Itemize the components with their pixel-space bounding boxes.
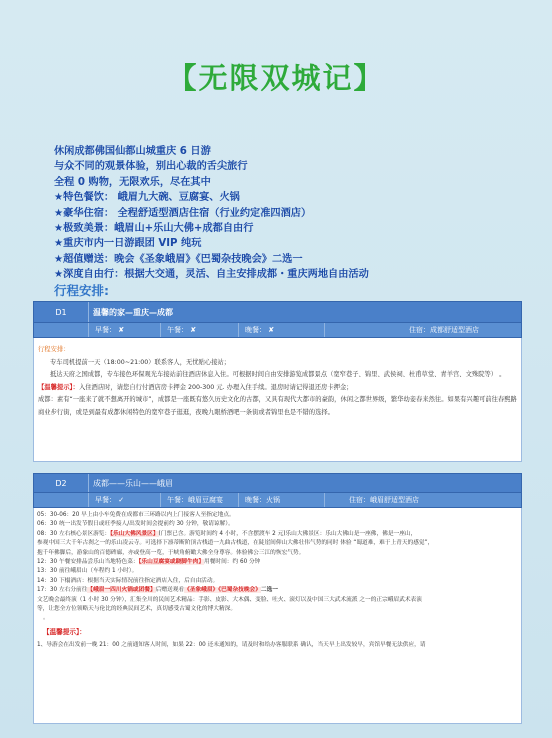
intro-line: ★极致美景：峨眉山+乐山大佛+成都自由行 — [54, 223, 254, 235]
day-route: 成都——乐山——峨眉 — [93, 479, 173, 488]
day2-meals — [33, 493, 522, 508]
breakfast: 早餐： ✓ — [89, 493, 161, 507]
day1-paragraph: 专车司机提前一天（18:00~21:00）联系客人，无忧贴心接站； — [50, 358, 231, 366]
day1-paragraph: 抵达天府之国成都，专车接色环保观光车接站前往酒店休息入住。可根据时间自由安排游览成都景点（宽窄巷子、锦里、武侯祠、杜甫草堂、青羊宫、文殊院等） 。 — [50, 371, 506, 379]
intro-line: 与众不同的观景体验，别出心裁的舌尖旅行 — [54, 161, 248, 173]
lunch: 午餐： ✘ — [161, 323, 239, 337]
day2-line: 文艺晚会最终演（1 小时 30 分钟），汇集全川的民间艺术精品：手影、皮影、大木偶、变脸、吐火、滚灯以及中国三大武术流派 之一的正宗峨眉武术表演 — [37, 596, 422, 603]
schedule-label: 行程安排： — [38, 346, 70, 353]
itinerary-heading: 行程安排: — [54, 283, 109, 298]
day1-meals — [33, 323, 522, 338]
intro-line: ★超值赠送：晚会《圣象峨眉》《巴蜀杂技晚会》二选一 — [54, 253, 303, 265]
intro-line: ★深度自由行：根据大交通，灵活、自主安排成都・重庆两地自由活动 — [54, 269, 369, 281]
hotel: 住宿：峨眉舒适型酒店 — [349, 496, 419, 504]
day1-block — [33, 301, 522, 462]
day2-line: 13：30 前往峨眉山（车程约 1 小时）。 — [37, 568, 138, 575]
scenic-spot: 【乐山大佛风景区】 — [110, 530, 159, 537]
day2-tip — [37, 628, 518, 638]
breakfast: 早餐： ✘ — [89, 323, 161, 337]
dinner: 晚餐： ✘ — [239, 323, 325, 337]
intro-line: 全程 0 购物，无限欢乐，尽在其中 — [54, 176, 211, 188]
day2-line: 17：30 左右分前往【峨眉一四川火锅或团餐】后赠送观看《圣象峨眉》《巴蜀杂技晚会》二选一 — [37, 587, 278, 594]
day2-line: 08：30 左右核心景区游览：【乐山大佛风景区】(门票已含。游览时间约 4 小时，不含摆渡车 2 元)乐山大佛景区：乐山大佛山是一座佛，佛是一座山， — [37, 530, 417, 537]
day2-line: 参观中国三大千年古刹之一的乐山凌云寺。可选择下凛蒂断阶顶古栈道一九曲古栈道，在陡崖间仰山大佛壮伟气势的同时 体验 “蜀道难，难于上青天的感觉”， — [37, 540, 434, 547]
intro-line: ★特色餐饮： 峨眉九大碗、豆腐宴、火锅 — [54, 192, 240, 204]
day2-line: 1、导游会在出发前一晚 21：00 之前通知客人时间，如果 22：00 还未通知的，请及时和给办客服联系 确认，当天早上出发较早，宾馆早餐无法供应，请 — [37, 642, 426, 649]
day2-details — [33, 508, 522, 724]
show-highlight: 《圣象峨眉》 — [184, 587, 219, 594]
day2-line: 等，让您全方位领略天与伦比的经典民间艺术，真切感受古蜀文化的博大精深。 — [37, 606, 237, 613]
dinner-highlight: 【峨眉一四川火锅或团餐】 — [87, 587, 156, 594]
day1-paragraph: 成都：素有“一座来了就不想离开的城市”，成都是一座既有悠久历史文化的古都，又具有现代大都市的豪韵，休闲之都世界级，繁华幼妾春来然往。如果有兴趣可前往春熙路商业步行街，或是到最有成都休闲特色的宽窄巷子逛逛，夜晚九眼桥酒吧一条街或者锦里也是不错的选择。 — [38, 396, 517, 416]
day2-line: 14：30 下榻酒店：根据当天实际情况前往指定酒店入住，后自由活动。 — [37, 577, 219, 584]
day2-header — [33, 473, 522, 493]
day-number: D2 — [34, 474, 89, 492]
meal-highlight: 【乐山豆腐宴或跷脚牛肉】 — [138, 559, 205, 566]
day2-line: 06：30 统一出发节假日或旺季接人/出发时间会提前约 30 分钟，敬请谅解）。 — [37, 521, 234, 528]
day1-details — [33, 338, 522, 462]
intro-line: ★重庆市内一日游跟团 VIP 纯玩 — [54, 238, 202, 250]
day2-line: 05：30-06：20 早上由小车免费在成都市三环路以内上门接客人至指定地点。 — [37, 512, 235, 518]
day2-line: 12：30 午餐安排品尝乐山当地特色菜：【乐山豆腐宴或跷脚牛肉】用餐时间：约 60 分钟 — [37, 559, 261, 566]
dinner: 晚餐：火锅 — [239, 493, 325, 507]
day1-tip: 【温馨提示】：入住酒店时，请您自行付酒店房卡押金 200-300 元. 办理入住手续。退房时请记得退还房卡押金； — [38, 383, 353, 391]
day2-block — [33, 473, 522, 724]
intro-line: 休闲成都佛国仙都山城重庆 6 日游 — [54, 146, 211, 157]
day1-header — [33, 301, 522, 323]
day2-line: 抱千年佛脚后，游象山的百德碑廊，亦或登高一览，于峡角俯瞰大佛全身尊容。体验佛公三江的恢宏气势。 — [37, 549, 305, 556]
day2-line: 。 — [43, 615, 49, 622]
day-number: D1 — [34, 302, 89, 322]
intro-line: ★豪华住宿： 全程舒适型酒店住宿（行业约定准四酒店） — [54, 207, 312, 219]
day-route: 温馨的家—重庆—成都 — [93, 308, 173, 317]
lunch: 午餐：峨眉豆腐宴 — [161, 493, 239, 507]
hotel: 住宿：成都舒适型酒店 — [409, 326, 479, 334]
tip-label: 【温馨提示】： — [38, 383, 79, 391]
intro-list — [54, 144, 524, 283]
page-title: 【无限双城记】 — [167, 61, 385, 95]
tip-label: 【温馨提示】： — [43, 627, 86, 636]
show-highlight: 《巴蜀杂技晚会》 — [218, 587, 261, 594]
